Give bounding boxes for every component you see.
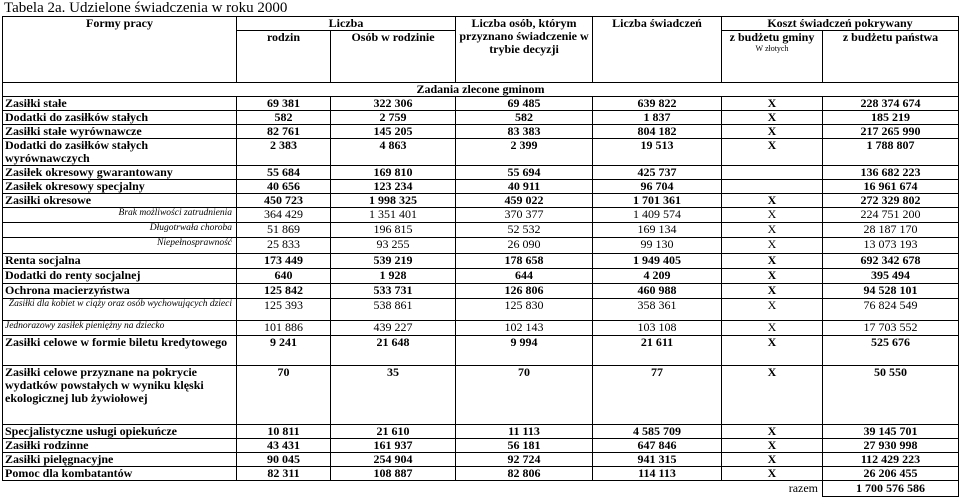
- header-liczba: Liczba: [237, 17, 456, 31]
- table-row: [3, 366, 959, 425]
- row-osob: 196 815: [331, 223, 456, 238]
- row-decyzje: 52 532: [456, 223, 593, 238]
- header-osob: Osób w rodzinie: [331, 31, 456, 83]
- row-decyzje: 102 143: [456, 321, 593, 336]
- row-decyzje: 69 485: [456, 97, 593, 111]
- row-panstwa: 76 824 549: [823, 299, 959, 321]
- row-osob: 322 306: [331, 97, 456, 111]
- row-rodzin: 9 241: [237, 336, 331, 366]
- row-swiadczen: 1 409 574: [593, 208, 722, 223]
- header-formy-pracy: Formy pracy: [3, 17, 237, 83]
- row-gminy: [722, 180, 823, 194]
- row-rodzin: 40 656: [237, 180, 331, 194]
- row-osob: 4 863: [331, 139, 456, 166]
- row-swiadczen: 19 513: [593, 139, 722, 166]
- row-swiadczen: 941 315: [593, 453, 722, 467]
- table-row: [3, 208, 959, 223]
- row-rodzin: 25 833: [237, 238, 331, 254]
- row-decyzje: 644: [456, 269, 593, 284]
- row-osob: 538 861: [331, 299, 456, 321]
- row-panstwa: 27 930 998: [823, 439, 959, 453]
- table-row: [3, 425, 959, 439]
- row-swiadczen: 99 130: [593, 238, 722, 254]
- row-gminy: X: [722, 336, 823, 366]
- row-osob: 1 998 325: [331, 194, 456, 208]
- total-row: [3, 481, 959, 497]
- section-zadania-zlecone: Zadania zlecone gminom: [3, 83, 959, 97]
- table-row: [3, 299, 959, 321]
- row-osob: 169 810: [331, 166, 456, 180]
- table-row: [3, 139, 959, 166]
- row-osob: 123 234: [331, 180, 456, 194]
- row-decyzje: 126 806: [456, 284, 593, 299]
- benefits-table: [2, 16, 959, 497]
- row-swiadczen: 4 209: [593, 269, 722, 284]
- row-swiadczen: 1 701 361: [593, 194, 722, 208]
- row-label: Dodatki do zasiłków stałych wyrównawczych: [3, 139, 237, 166]
- header-koszt: Koszt świadczeń pokrywany: [722, 17, 959, 31]
- row-panstwa: 525 676: [823, 336, 959, 366]
- row-rodzin: 2 383: [237, 139, 331, 166]
- row-label: Pomoc dla kombatantów: [3, 467, 237, 481]
- table-row: [3, 453, 959, 467]
- table-row: [3, 254, 959, 269]
- row-osob: 161 937: [331, 439, 456, 453]
- header-liczba-swiadczen: Liczba świadczeń: [593, 17, 722, 83]
- row-rodzin: 173 449: [237, 254, 331, 269]
- row-swiadczen: 425 737: [593, 166, 722, 180]
- row-panstwa: 692 342 678: [823, 254, 959, 269]
- row-gminy: X: [722, 194, 823, 208]
- row-gminy: X: [722, 299, 823, 321]
- table-row: [3, 336, 959, 366]
- row-gminy: X: [722, 111, 823, 125]
- row-rodzin: 450 723: [237, 194, 331, 208]
- row-panstwa: 1 788 807: [823, 139, 959, 166]
- row-gminy: X: [722, 366, 823, 425]
- row-decyzje: 70: [456, 366, 593, 425]
- row-label: Zasiłki stałe: [3, 97, 237, 111]
- header-gminy: [722, 31, 823, 83]
- row-decyzje: 26 090: [456, 238, 593, 254]
- row-rodzin: 640: [237, 269, 331, 284]
- row-rodzin: 55 684: [237, 166, 331, 180]
- row-swiadczen: 4 585 709: [593, 425, 722, 439]
- table-row: [3, 321, 959, 336]
- row-label: Zasiłki celowe w formie biletu kredytowego: [3, 336, 237, 366]
- row-osob: 254 904: [331, 453, 456, 467]
- row-gminy: [722, 166, 823, 180]
- header-gminy-label: z budżetu gminy: [729, 30, 815, 44]
- row-swiadczen: 169 134: [593, 223, 722, 238]
- row-rodzin: 51 869: [237, 223, 331, 238]
- row-panstwa: 16 961 674: [823, 180, 959, 194]
- row-panstwa: 26 206 455: [823, 467, 959, 481]
- row-osob: 2 759: [331, 111, 456, 125]
- row-osob: 21 648: [331, 336, 456, 366]
- row-panstwa: 272 329 802: [823, 194, 959, 208]
- row-osob: 1 928: [331, 269, 456, 284]
- row-label: Długotrwała choroba: [3, 223, 237, 238]
- row-panstwa: 17 703 552: [823, 321, 959, 336]
- row-decyzje: 82 806: [456, 467, 593, 481]
- row-decyzje: 40 911: [456, 180, 593, 194]
- row-gminy: X: [722, 467, 823, 481]
- row-label: Ochrona macierzyństwa: [3, 284, 237, 299]
- row-rodzin: 582: [237, 111, 331, 125]
- row-decyzje: 83 383: [456, 125, 593, 139]
- row-label: Zasiłki dla kobiet w ciąży oraz osób wychowujących dzieci: [3, 299, 237, 321]
- row-gminy: X: [722, 208, 823, 223]
- row-panstwa: 112 429 223: [823, 453, 959, 467]
- row-rodzin: 364 429: [237, 208, 331, 223]
- table-body: [3, 97, 959, 481]
- row-swiadczen: 804 182: [593, 125, 722, 139]
- row-swiadczen: 647 846: [593, 439, 722, 453]
- row-osob: 533 731: [331, 284, 456, 299]
- row-rodzin: 10 811: [237, 425, 331, 439]
- row-swiadczen: 21 611: [593, 336, 722, 366]
- row-label: Zasiłek okresowy specjalny: [3, 180, 237, 194]
- row-label: Niepełnosprawność: [3, 238, 237, 254]
- row-swiadczen: 1 837: [593, 111, 722, 125]
- row-decyzje: 55 694: [456, 166, 593, 180]
- table-row: [3, 194, 959, 208]
- row-label: Zasiłki okresowe: [3, 194, 237, 208]
- row-rodzin: 82 311: [237, 467, 331, 481]
- row-osob: 1 351 401: [331, 208, 456, 223]
- row-label: Dodatki do zasiłków stałych: [3, 111, 237, 125]
- table-row: [3, 223, 959, 238]
- row-gminy: X: [722, 439, 823, 453]
- row-osob: 35: [331, 366, 456, 425]
- row-gminy: X: [722, 254, 823, 269]
- table-caption: Tabela 2a. Udzielone świadczenia w roku 2000: [4, 0, 288, 16]
- header-panstwa: z budżetu państwa: [823, 31, 959, 83]
- row-panstwa: 217 265 990: [823, 125, 959, 139]
- row-osob: 93 255: [331, 238, 456, 254]
- row-rodzin: 43 431: [237, 439, 331, 453]
- total-label: razem: [788, 481, 819, 495]
- row-label: Dodatki do renty socjalnej: [3, 269, 237, 284]
- row-decyzje: 56 181: [456, 439, 593, 453]
- row-gminy: X: [722, 425, 823, 439]
- table-row: [3, 238, 959, 254]
- row-label: Zasiłki stałe wyrównawcze: [3, 125, 237, 139]
- row-gminy: X: [722, 223, 823, 238]
- row-rodzin: 69 381: [237, 97, 331, 111]
- row-gminy: X: [722, 238, 823, 254]
- row-panstwa: 39 145 701: [823, 425, 959, 439]
- row-label: Zasiłek okresowy gwarantowany: [3, 166, 237, 180]
- row-panstwa: 395 494: [823, 269, 959, 284]
- row-swiadczen: 358 361: [593, 299, 722, 321]
- total-value: 1 700 576 586: [823, 481, 959, 497]
- row-swiadczen: 96 704: [593, 180, 722, 194]
- row-swiadczen: 1 949 405: [593, 254, 722, 269]
- row-label: Renta socjalna: [3, 254, 237, 269]
- row-decyzje: 370 377: [456, 208, 593, 223]
- row-swiadczen: 114 113: [593, 467, 722, 481]
- row-swiadczen: 103 108: [593, 321, 722, 336]
- row-rodzin: 82 761: [237, 125, 331, 139]
- row-label: Specjalistyczne usługi opiekuńcze: [3, 425, 237, 439]
- row-swiadczen: 639 822: [593, 97, 722, 111]
- row-gminy: X: [722, 97, 823, 111]
- row-panstwa: 28 187 170: [823, 223, 959, 238]
- row-rodzin: 90 045: [237, 453, 331, 467]
- table-row: [3, 180, 959, 194]
- table-row: [3, 439, 959, 453]
- row-panstwa: 185 219: [823, 111, 959, 125]
- row-osob: 539 219: [331, 254, 456, 269]
- table-row: [3, 166, 959, 180]
- row-panstwa: 228 374 674: [823, 97, 959, 111]
- row-decyzje: 582: [456, 111, 593, 125]
- row-label: Zasiłki celowe przyznane na pokrycie wydatków powstałych w wyniku klęski ekologicznej lub żywiołowej: [3, 366, 237, 425]
- row-panstwa: 50 550: [823, 366, 959, 425]
- row-decyzje: 2 399: [456, 139, 593, 166]
- row-decyzje: 11 113: [456, 425, 593, 439]
- row-rodzin: 125 393: [237, 299, 331, 321]
- row-decyzje: 125 830: [456, 299, 593, 321]
- benefits-table-wrapper: [2, 16, 958, 497]
- header-rodzin: rodzin: [237, 31, 331, 83]
- row-gminy: X: [722, 453, 823, 467]
- row-osob: 108 887: [331, 467, 456, 481]
- row-swiadczen: 460 988: [593, 284, 722, 299]
- row-gminy: X: [722, 139, 823, 166]
- row-label: Jednorazowy zasiłek pieniężny na dziecko: [3, 321, 237, 336]
- table-row: [3, 125, 959, 139]
- row-decyzje: 9 994: [456, 336, 593, 366]
- row-osob: 21 610: [331, 425, 456, 439]
- table-row: [3, 467, 959, 481]
- row-panstwa: 224 751 200: [823, 208, 959, 223]
- table-row: [3, 111, 959, 125]
- row-osob: 145 205: [331, 125, 456, 139]
- row-decyzje: 459 022: [456, 194, 593, 208]
- table-row: [3, 269, 959, 284]
- row-rodzin: 70: [237, 366, 331, 425]
- row-gminy: X: [722, 125, 823, 139]
- row-panstwa: 136 682 223: [823, 166, 959, 180]
- row-gminy: X: [722, 284, 823, 299]
- unit-label: W złotych: [755, 44, 789, 53]
- row-rodzin: 125 842: [237, 284, 331, 299]
- row-decyzje: 178 658: [456, 254, 593, 269]
- row-gminy: X: [722, 269, 823, 284]
- row-decyzje: 92 724: [456, 453, 593, 467]
- header-liczba-osob: Liczba osób, którym przyznano świadczenie w trybie decyzji: [456, 17, 593, 83]
- row-label: Zasiłki rodzinne: [3, 439, 237, 453]
- table-row: [3, 284, 959, 299]
- row-gminy: X: [722, 321, 823, 336]
- table-row: [3, 97, 959, 111]
- row-panstwa: 13 073 193: [823, 238, 959, 254]
- row-swiadczen: 77: [593, 366, 722, 425]
- row-rodzin: 101 886: [237, 321, 331, 336]
- row-label: Brak możliwości zatrudnienia: [3, 208, 237, 223]
- row-panstwa: 94 528 101: [823, 284, 959, 299]
- row-osob: 439 227: [331, 321, 456, 336]
- row-label: Zasiłki pielęgnacyjne: [3, 453, 237, 467]
